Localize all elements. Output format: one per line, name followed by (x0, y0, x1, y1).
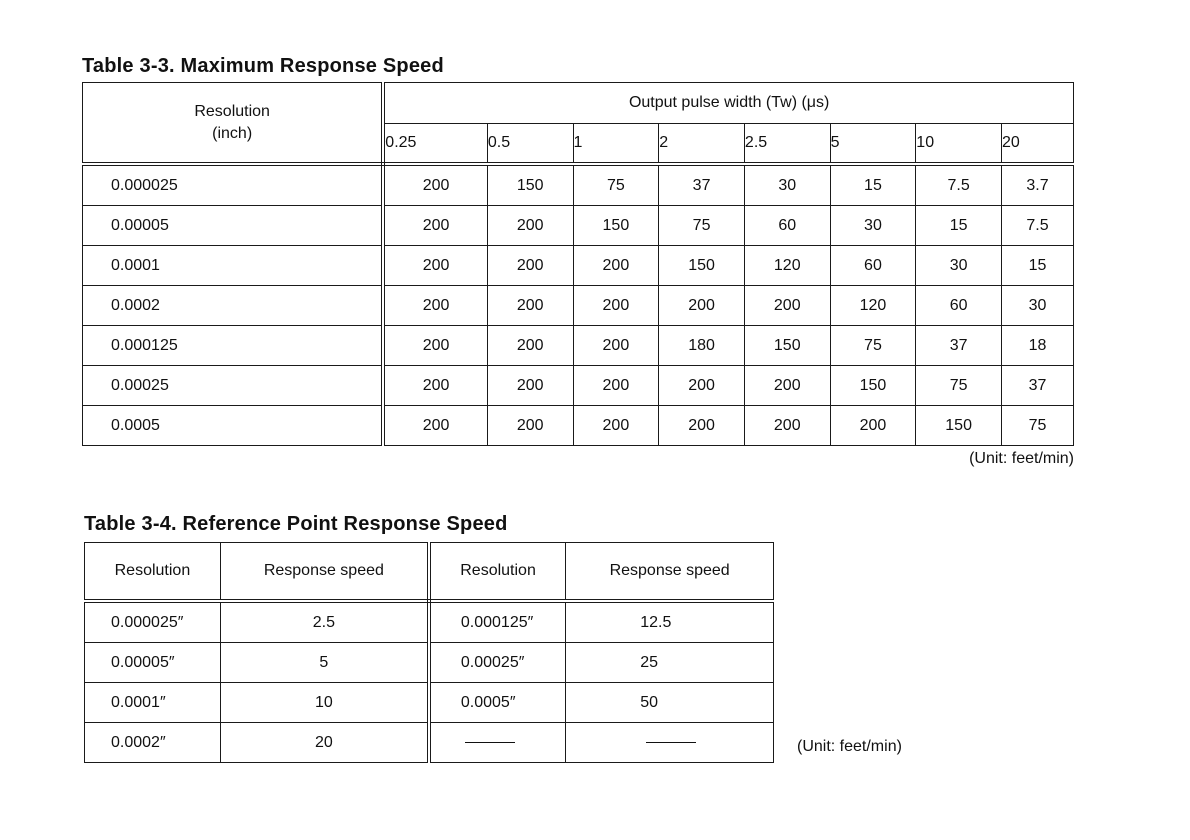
response-speed-cell: 12.5 (566, 601, 774, 643)
resolution-header-line1: Resolution (194, 102, 270, 120)
speed-cell: 200 (573, 326, 659, 366)
pulse-width-header: 1 (573, 124, 659, 165)
table-row (83, 164, 1074, 206)
speed-cell: 30 (744, 164, 830, 206)
speed-cell: 200 (744, 406, 830, 446)
resolution-cell: 0.000125 (83, 326, 384, 366)
resolution-cell: 0.0005 (83, 406, 384, 446)
pulse-width-header: 0.5 (487, 124, 573, 165)
table-row (85, 683, 774, 723)
speed-cell: 30 (830, 206, 916, 246)
table-row (83, 286, 1074, 326)
speed-cell: 120 (830, 286, 916, 326)
speed-cell: 200 (487, 206, 573, 246)
resolution-cell: 0.0002″ (85, 723, 221, 763)
speed-cell: 200 (744, 366, 830, 406)
pulse-width-header: 2.5 (744, 124, 830, 165)
resolution-cell: 0.00025″ (429, 643, 566, 683)
speed-cell: 60 (916, 286, 1002, 326)
speed-cell: 7.5 (1001, 206, 1073, 246)
speed-cell: 15 (1001, 246, 1073, 286)
speed-cell: 75 (916, 366, 1002, 406)
reference-point-speed-table (84, 542, 774, 763)
resolution-cell: 0.000025″ (85, 601, 221, 643)
speed-cell: 200 (487, 246, 573, 286)
speed-cell: 150 (573, 206, 659, 246)
response-speed-column-header: Response speed (566, 543, 774, 602)
resolution-cell (429, 723, 566, 763)
speed-cell: 150 (744, 326, 830, 366)
pulse-width-header: 5 (830, 124, 916, 165)
table-3-3-caption: Table 3-3. Maximum Response Speed (82, 55, 444, 77)
table-row (85, 643, 774, 683)
response-speed-cell: 20 (220, 723, 429, 763)
speed-cell: 37 (1001, 366, 1073, 406)
resolution-cell: 0.00025 (83, 366, 384, 406)
resolution-cell: 0.0001 (83, 246, 384, 286)
speed-cell: 180 (659, 326, 745, 366)
table-3-3-unit-note: (Unit: feet/min) (969, 450, 1074, 467)
speed-cell: 7.5 (916, 164, 1002, 206)
speed-cell: 200 (383, 286, 487, 326)
response-speed-cell: 50 (566, 683, 774, 723)
speed-cell: 60 (830, 246, 916, 286)
speed-cell: 200 (573, 246, 659, 286)
speed-cell: 60 (744, 206, 830, 246)
resolution-cell: 0.000125″ (429, 601, 566, 643)
table-row (83, 246, 1074, 286)
speed-cell: 75 (830, 326, 916, 366)
speed-cell: 37 (916, 326, 1002, 366)
speed-cell: 200 (383, 366, 487, 406)
max-response-speed-table (82, 82, 1074, 446)
response-speed-cell: 10 (220, 683, 429, 723)
response-speed-cell: 25 (566, 643, 774, 683)
resolution-cell: 0.00005″ (85, 643, 221, 683)
resolution-cell: 0.0001″ (85, 683, 221, 723)
resolution-column-header (83, 83, 384, 165)
speed-cell: 120 (744, 246, 830, 286)
speed-cell: 3.7 (1001, 164, 1073, 206)
max-response-speed-body (83, 164, 1074, 446)
speed-cell: 200 (573, 286, 659, 326)
speed-cell: 200 (383, 406, 487, 446)
resolution-cell: 0.000025 (83, 164, 384, 206)
speed-cell: 200 (659, 406, 745, 446)
speed-cell: 200 (830, 406, 916, 446)
resolution-cell: 0.0002 (83, 286, 384, 326)
pulse-width-header: 10 (916, 124, 1002, 165)
speed-cell: 18 (1001, 326, 1073, 366)
speed-cell: 30 (1001, 286, 1073, 326)
speed-cell: 200 (487, 406, 573, 446)
speed-cell: 75 (659, 206, 745, 246)
table-row (83, 406, 1074, 446)
table-row (83, 206, 1074, 246)
response-speed-cell (566, 723, 774, 763)
resolution-cell: 0.00005 (83, 206, 384, 246)
pulse-width-header: 0.25 (383, 124, 487, 165)
speed-cell: 200 (487, 366, 573, 406)
resolution-header-line2: (inch) (212, 124, 253, 142)
speed-cell: 30 (916, 246, 1002, 286)
speed-cell: 200 (573, 406, 659, 446)
speed-cell: 150 (830, 366, 916, 406)
speed-cell: 37 (659, 164, 745, 206)
speed-cell: 200 (659, 366, 745, 406)
speed-cell: 75 (1001, 406, 1073, 446)
speed-cell: 200 (487, 326, 573, 366)
response-speed-column-header: Response speed (220, 543, 429, 602)
empty-dash (646, 742, 696, 743)
speed-cell: 200 (383, 206, 487, 246)
pulse-width-header: 20 (1001, 124, 1073, 165)
table-row (85, 601, 774, 643)
speed-cell: 150 (487, 164, 573, 206)
pulse-width-group-header: Output pulse width (Tw) (μs) (383, 83, 1073, 124)
speed-cell: 75 (573, 164, 659, 206)
speed-cell: 200 (383, 246, 487, 286)
speed-cell: 200 (573, 366, 659, 406)
pulse-width-header: 2 (659, 124, 745, 165)
table-3-4-caption: Table 3-4. Reference Point Response Speed (84, 513, 508, 535)
response-speed-cell: 2.5 (220, 601, 429, 643)
speed-cell: 150 (659, 246, 745, 286)
speed-cell: 15 (830, 164, 916, 206)
table-row (83, 366, 1074, 406)
speed-cell: 150 (916, 406, 1002, 446)
table-row (85, 723, 774, 763)
speed-cell: 15 (916, 206, 1002, 246)
table-3-4-unit-note: (Unit: feet/min) (797, 738, 902, 755)
reference-point-speed-body (85, 601, 774, 763)
resolution-column-header: Resolution (85, 543, 221, 602)
empty-dash (465, 742, 515, 743)
response-speed-cell: 5 (220, 643, 429, 683)
speed-cell: 200 (487, 286, 573, 326)
speed-cell: 200 (383, 326, 487, 366)
resolution-cell: 0.0005″ (429, 683, 566, 723)
speed-cell: 200 (659, 286, 745, 326)
speed-cell: 200 (744, 286, 830, 326)
table-row (83, 326, 1074, 366)
resolution-column-header: Resolution (429, 543, 566, 602)
speed-cell: 200 (383, 164, 487, 206)
